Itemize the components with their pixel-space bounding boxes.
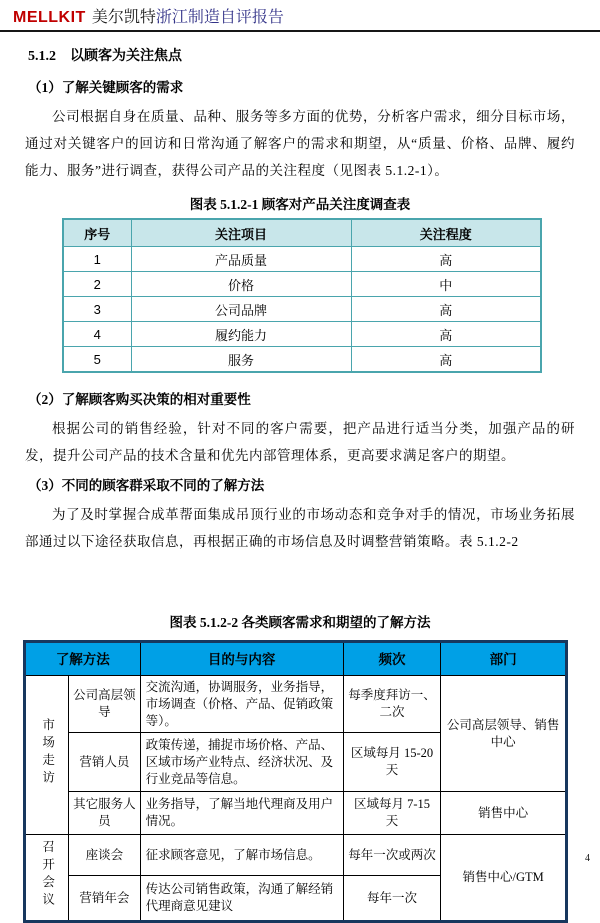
table2-cell-content: 交流沟通，协调服务，业务指导，市场调查（价格、产品、促销政策等）。 (140, 676, 343, 733)
table2-cell-content: 政策传递，捕捉市场价格、产品、区域市场产业特点、经济状况、及行业竞品等信息。 (140, 733, 343, 792)
subsection-3-heading: （3）不同的顾客群采取不同的了解方法 (28, 478, 265, 493)
table2-cell-department: 公司高层领导、销售中心 (441, 676, 567, 792)
table1-cell-seq: 2 (63, 272, 131, 297)
table1-cell-item: 公司品牌 (131, 297, 351, 322)
table1-cell-level: 高 (351, 322, 541, 347)
table1-cell-seq: 4 (63, 322, 131, 347)
table2-col-content: 目的与内容 (140, 642, 343, 676)
table1-cell-item: 服务 (131, 347, 351, 373)
company-name: 美尔凯特 (91, 9, 156, 26)
table1-header-row (63, 219, 541, 247)
table2-cell-method: 营销年会 (69, 876, 140, 922)
table1-cell-seq: 3 (63, 297, 131, 322)
table-customer-attention-survey (62, 218, 542, 373)
table2-cell-method: 座谈会 (69, 835, 140, 876)
table1-cell-item: 履约能力 (131, 322, 351, 347)
table1-cell-item: 产品质量 (131, 247, 351, 272)
table-row (63, 322, 541, 347)
table2-cell-frequency: 每季度拜访一、二次 (343, 676, 441, 733)
table2-cell-method: 其它服务人员 (69, 792, 140, 835)
table2-group-market-visit (25, 676, 69, 835)
table1-cell-seq: 1 (63, 247, 131, 272)
table2-col-department: 部门 (441, 642, 567, 676)
table2-cell-content: 传达公司销售政策，沟通了解经销代理商意见建议 (140, 876, 343, 922)
table1-col-level: 关注程度 (351, 219, 541, 247)
table1-cell-item: 价格 (131, 272, 351, 297)
table2-cell-frequency: 每年一次或两次 (343, 835, 441, 876)
table1-col-seq: 序号 (63, 219, 131, 247)
group-label: 召开会议 (40, 840, 55, 910)
table1-cell-level: 高 (351, 247, 541, 272)
table2-cell-content: 业务指导，了解当地代理商及用户情况。 (140, 792, 343, 835)
table1-cell-level: 中 (351, 272, 541, 297)
table-row (63, 347, 541, 373)
table2-cell-department: 销售中心 (441, 792, 567, 835)
table2-col-frequency: 频次 (343, 642, 441, 676)
page-header (0, 0, 600, 32)
subsection-2-paragraph: 根据公司的销售经验，针对不同的客户需要，把产品进行适当分类，加强产品的研发，提升公司产品的技术含量和优先内部管理体系，更高要求满足客户的期望。 (25, 421, 575, 463)
table1-cell-level: 高 (351, 297, 541, 322)
page-number: 4 (585, 853, 590, 864)
brand-logo-text: MELLKIT (13, 9, 86, 26)
document-body (0, 47, 600, 923)
section-heading: 5.1.2 以顾客为关注焦点 (28, 49, 182, 64)
table1-col-item: 关注项目 (131, 219, 351, 247)
table2-cell-department: 销售中心/GTM (441, 835, 567, 922)
group-label: 市场走访 (40, 717, 55, 788)
table2-col-method: 了解方法 (25, 642, 141, 676)
table2-cell-content: 征求顾客意见，了解市场信息。 (140, 835, 343, 876)
report-title: 浙江制造自评报告 (155, 9, 284, 26)
table2-cell-method: 营销人员 (69, 733, 140, 792)
table-customer-understanding-methods (23, 640, 568, 923)
subsection-2-heading: （2）了解顾客购买决策的相对重要性 (28, 392, 251, 407)
table2-header-row (25, 642, 567, 676)
subsection-1-paragraph: 公司根据自身在质量、品种、服务等多方面的优势，分析客户需求，细分目标市场，通过对关键客户的回访和日常沟通了解客户的需求和期望，从“质量、价格、品牌、履约能力、服务”进行调查，获得公司产品的关注程度（见图表 5.1.2-1）。 (25, 109, 575, 178)
table2-caption: 图表 5.1.2-2 各类顾客需求和期望的了解方法 (169, 615, 431, 630)
table1-cell-seq: 5 (63, 347, 131, 373)
table2-cell-frequency: 区域每月 15-20 天 (343, 733, 441, 792)
table2-group-meetings (25, 835, 69, 922)
table-row (63, 272, 541, 297)
table-row (63, 247, 541, 272)
table1-cell-level: 高 (351, 347, 541, 373)
subsection-1-heading: （1）了解关键顾客的需求 (28, 80, 184, 95)
table-row (25, 676, 567, 733)
subsection-3-paragraph: 为了及时掌握合成革帮面集成吊顶行业的市场动态和竞争对手的情况，市场业务拓展部通过以下途径获取信息，再根据正确的市场信息及时调整营销策略。表 5.1.2-2 (25, 507, 575, 549)
table2-cell-frequency: 区域每月 7-15 天 (343, 792, 441, 835)
table2-cell-frequency: 每年一次 (343, 876, 441, 922)
table-row (25, 835, 567, 876)
table2-cell-method: 公司高层领导 (69, 676, 140, 733)
table-row (63, 297, 541, 322)
table-row (25, 792, 567, 835)
table1-caption: 图表 5.1.2-1 顾客对产品关注度调查表 (189, 197, 411, 212)
